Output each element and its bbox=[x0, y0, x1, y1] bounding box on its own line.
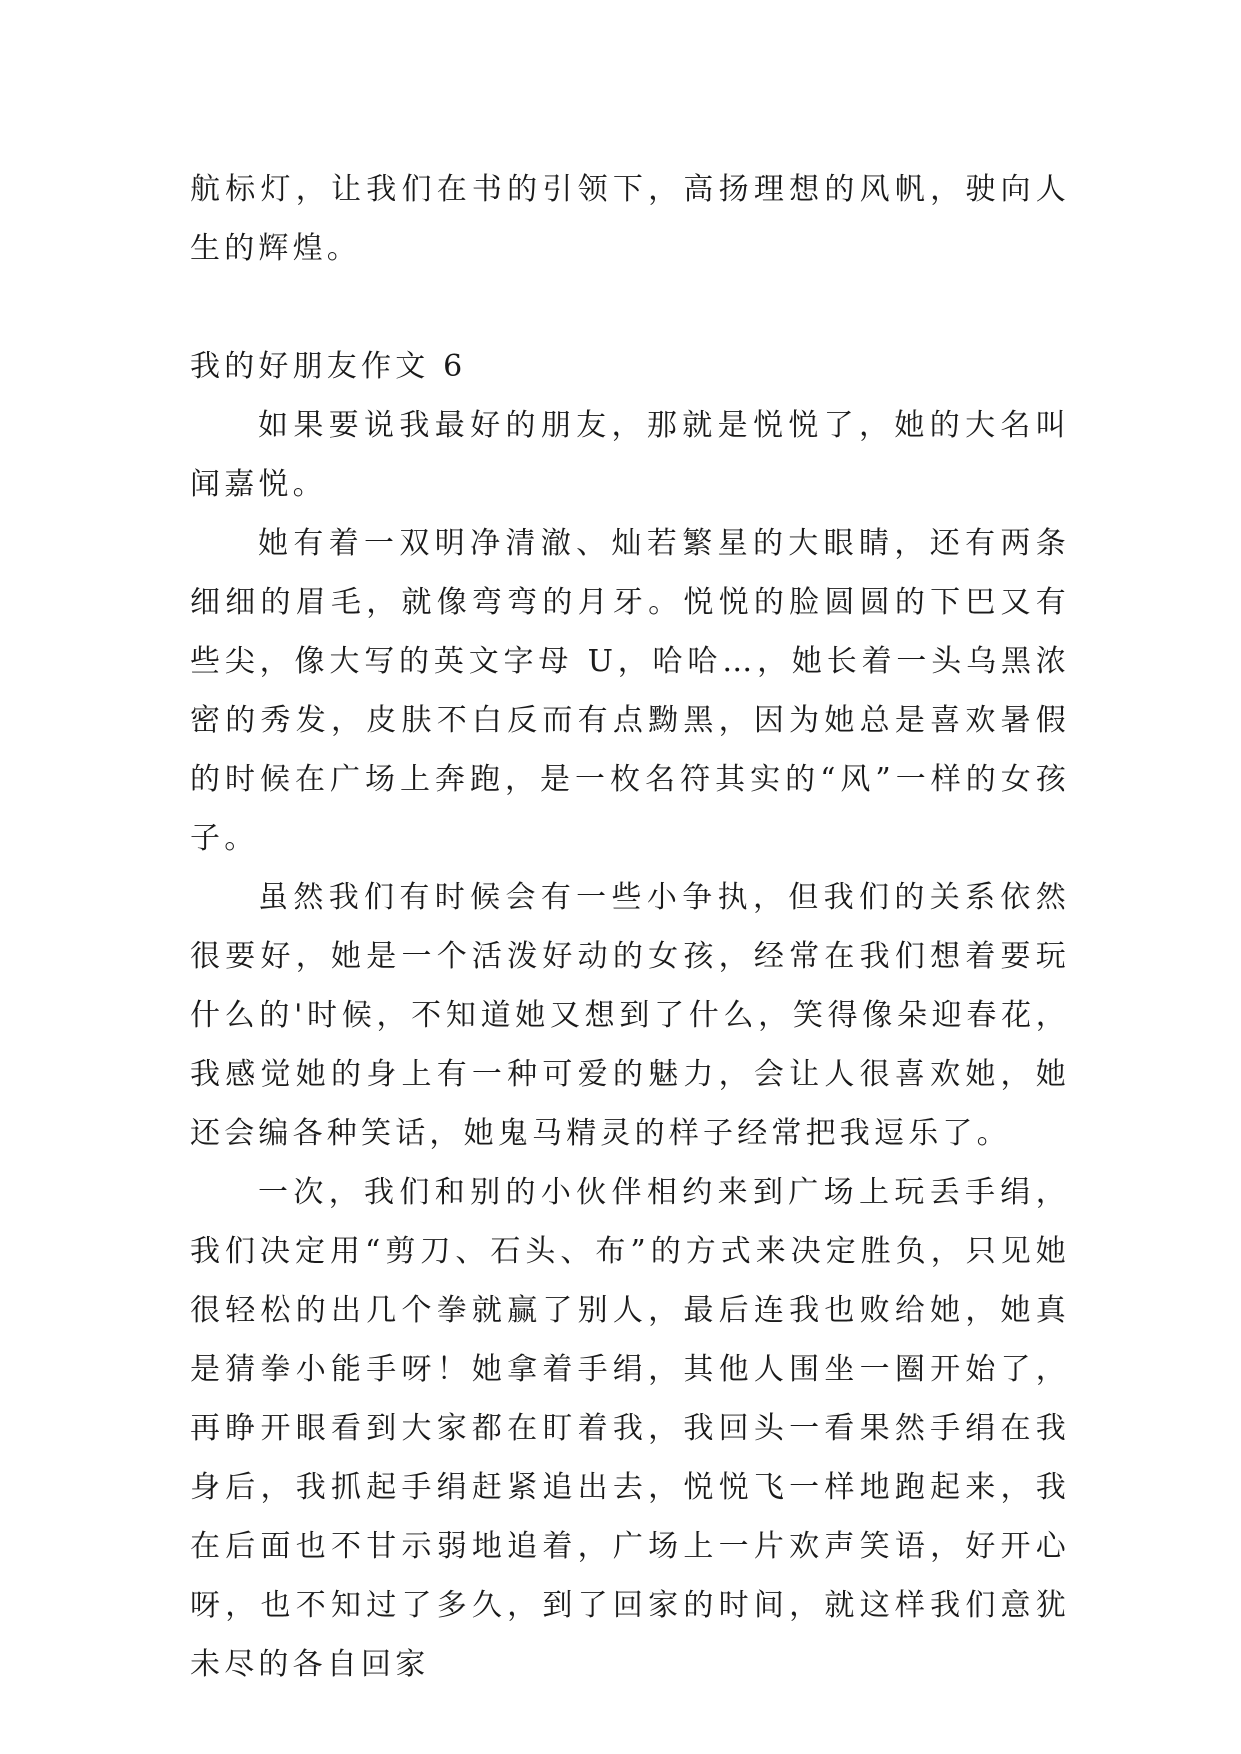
paragraph-spacer bbox=[190, 278, 1070, 337]
paragraph-3: 虽然我们有时候会有一些小争执，但我们的关系依然很要好，她是一个活泼好动的女孩，经常在我们想着要玩什么的'时候，不知道她又想到了什么，笑得像朵迎春花，我感觉她的身上有一种可爱的魅力，会让人很喜欢她，她还会编各种笑话，她鬼马精灵的样子经常把我逗乐了。 bbox=[190, 880, 1070, 1151]
section-title: 我的好朋友作文 6 bbox=[190, 349, 467, 384]
paragraph-2: 她有着一双明净清澈、灿若繁星的大眼睛，还有两条细细的眉毛，就像弯弯的月牙。悦悦的脸圆圆的下巴又有些尖，像大写的英文字母 U，哈哈…，她长着一头乌黑浓密的秀发，皮肤不白反而有点黝黑，因为她总是喜欢暑假的时候在广场上奔跑，是一枚名符其实的“风”一样的女孩子。 bbox=[190, 526, 1070, 856]
paragraph-1: 如果要说我最好的朋友，那就是悦悦了，她的大名叫闻嘉悦。 bbox=[190, 408, 1070, 502]
intro-paragraph: 航标灯，让我们在书的引领下，高扬理想的风帆，驶向人生的辉煌。 bbox=[190, 172, 1070, 266]
paragraph-4: 一次，我们和别的小伙伴相约来到广场上玩丢手绢，我们决定用“剪刀、石头、布”的方式来决定胜负，只见她很轻松的出几个拳就赢了别人，最后连我也败给她，她真是猜拳小能手呀！她拿着手绢，其他人围坐一圈开始了，再睁开眼看到大家都在盯着我，我回头一看果然手绢在我身后，我抓起手绢赶紧追出去，悦悦飞一样地跑起来，我在后面也不甘示弱地追着，广场上一片欢声笑语，好开心呀，也不知过了多久，到了回家的时间，就这样我们意犹未尽的各自回家 bbox=[190, 1175, 1070, 1682]
document-body bbox=[190, 160, 1070, 1694]
